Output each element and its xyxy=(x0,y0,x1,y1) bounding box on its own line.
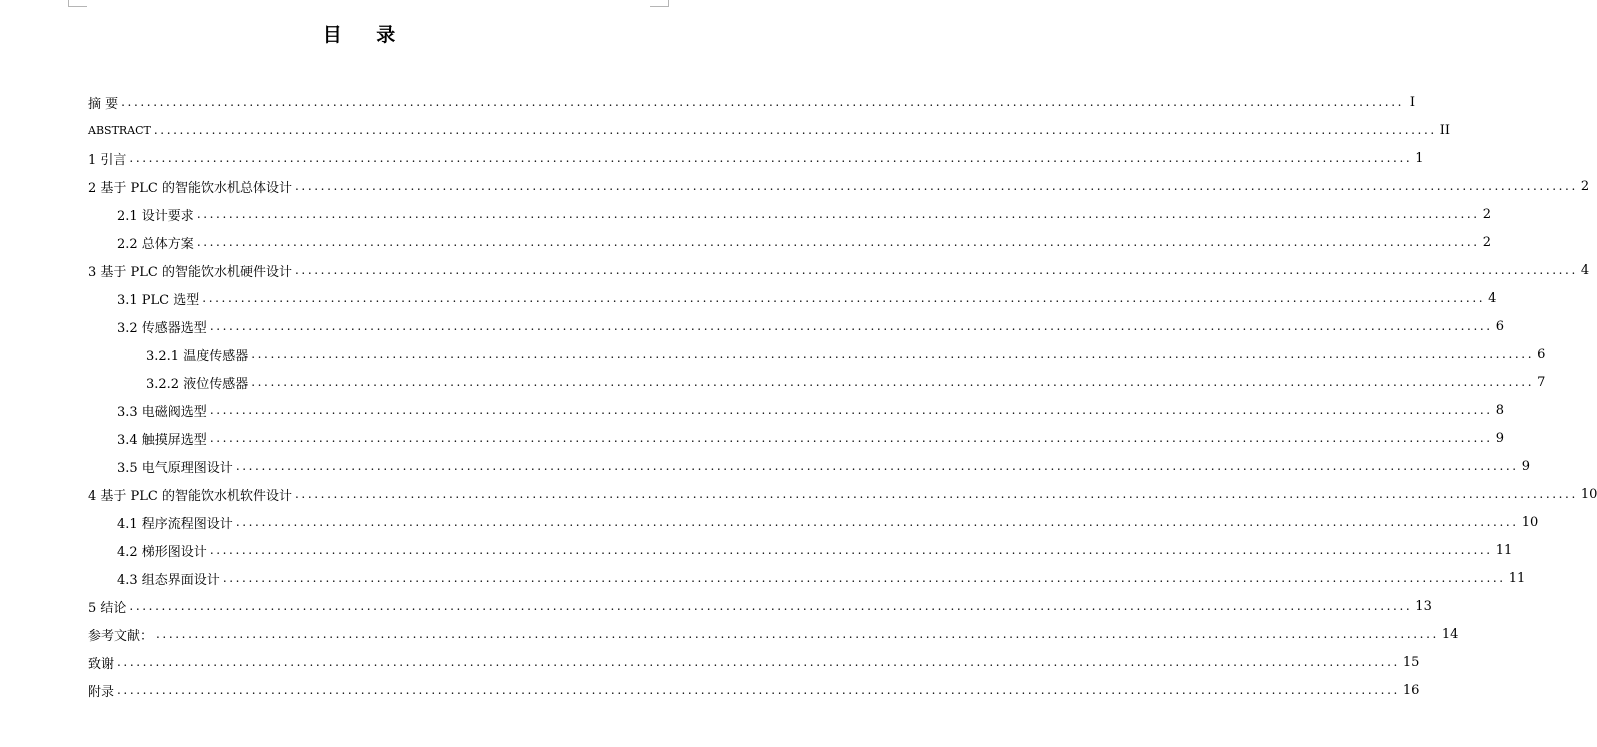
toc-entry[interactable] xyxy=(88,536,1513,564)
toc-leader-dots: ........................................................................................................................................................................................................ xyxy=(295,487,1578,501)
toc-leader-dots: ........................................................................................................................................................................................................ xyxy=(251,375,1535,389)
toc-entry-page: 15 xyxy=(1402,654,1420,670)
toc-entry[interactable] xyxy=(88,396,1504,424)
toc-entry-page: 6 xyxy=(1495,318,1504,334)
toc-leader-dots: ........................................................................................................................................................................................................ xyxy=(235,459,1519,473)
toc-entry-page: I xyxy=(1409,94,1416,110)
toc-entry-title: 附录 xyxy=(88,684,115,700)
toc-entry-title: 3.2.1 温度传感器 xyxy=(146,348,249,364)
toc-leader-dots: ........................................................................................................................................................................................................ xyxy=(196,207,1480,221)
toc-entry-title: 2 基于 PLC 的智能饮水机总体设计 xyxy=(88,180,292,196)
toc-entry-page: 10 xyxy=(1580,486,1597,502)
toc-entry[interactable] xyxy=(88,564,1526,592)
toc-leader-dots: ........................................................................................................................................................................................................ xyxy=(153,123,1437,137)
toc-entry-page: 10 xyxy=(1521,514,1539,530)
toc-entry-page: 4 xyxy=(1488,290,1497,306)
toc-entry-page: 7 xyxy=(1537,374,1546,390)
page-corner-mark-left xyxy=(68,0,87,7)
toc-leader-dots: ........................................................................................................................................................................................................ xyxy=(117,683,1400,697)
toc-entry[interactable] xyxy=(88,256,1590,284)
toc-entry[interactable] xyxy=(88,620,1459,648)
toc-entry-title: 3.5 电气原理图设计 xyxy=(117,460,233,476)
toc-leader-dots: ........................................................................................................................................................................................................ xyxy=(251,347,1535,361)
toc-entry-page: 9 xyxy=(1495,430,1504,446)
toc-entry-title: 4 基于 PLC 的智能饮水机软件设计 xyxy=(88,488,292,504)
toc-leader-dots: ........................................................................................................................................................................................................ xyxy=(202,291,1486,305)
page-corner-mark-right xyxy=(650,0,669,7)
toc-leader-dots: ........................................................................................................................................................................................................ xyxy=(121,95,1405,109)
toc-leader-dots: ........................................................................................................................................................................................................ xyxy=(117,655,1400,669)
toc-entry-page: 4 xyxy=(1580,262,1590,278)
toc-entry[interactable] xyxy=(88,172,1590,200)
toc-leader-dots: ........................................................................................................................................................................................................ xyxy=(156,627,1439,641)
toc-leader-dots: ........................................................................................................................................................................................................ xyxy=(129,151,1413,165)
toc-leader-dots: ........................................................................................................................................................................................................ xyxy=(129,599,1413,613)
toc-entry[interactable] xyxy=(88,508,1539,536)
toc-entry-title: 摘 要 xyxy=(88,96,119,112)
toc-entry-page: 2 xyxy=(1580,178,1590,194)
toc-leader-dots: ........................................................................................................................................................................................................ xyxy=(196,235,1480,249)
toc-entry[interactable] xyxy=(88,648,1420,676)
toc-leader-dots: ........................................................................................................................................................................................................ xyxy=(235,515,1519,529)
toc-entry[interactable] xyxy=(88,340,1546,368)
toc-entry-title: 3.2.2 液位传感器 xyxy=(146,376,249,392)
toc-entry-page: 6 xyxy=(1537,346,1546,362)
toc-entry-page: 8 xyxy=(1495,402,1504,418)
toc-entry-title: 3.1 PLC 选型 xyxy=(117,292,200,308)
toc-leader-dots: ........................................................................................................................................................................................................ xyxy=(295,263,1578,277)
toc-entry-page: 16 xyxy=(1402,682,1420,698)
toc-entry[interactable] xyxy=(88,480,1597,508)
toc-entry-page: II xyxy=(1439,122,1451,138)
toc-entry-title: 5 结论 xyxy=(88,600,127,616)
toc-entry[interactable] xyxy=(88,368,1546,396)
toc-entry-title: 3.3 电磁阀选型 xyxy=(117,404,207,420)
toc-entry-title: ABSTRACT xyxy=(88,123,151,137)
toc-leader-dots: ........................................................................................................................................................................................................ xyxy=(209,319,1493,333)
toc-entry[interactable] xyxy=(88,228,1491,256)
toc-leader-dots: ........................................................................................................................................................................................................ xyxy=(209,543,1493,557)
toc-entry[interactable] xyxy=(88,200,1491,228)
toc-entry-page: 11 xyxy=(1508,570,1526,586)
toc-entry[interactable] xyxy=(88,312,1504,340)
toc-entry-title: 2.2 总体方案 xyxy=(117,236,194,252)
toc-entry[interactable] xyxy=(88,144,1424,172)
toc-entry[interactable] xyxy=(88,116,1451,144)
toc-entry[interactable] xyxy=(88,676,1420,704)
toc-entry-title: 3.4 触摸屏选型 xyxy=(117,432,207,448)
toc-entry[interactable] xyxy=(88,452,1530,480)
toc-entry-page: 9 xyxy=(1521,458,1530,474)
toc-entry[interactable] xyxy=(88,88,1416,116)
toc-entry[interactable] xyxy=(88,592,1432,620)
toc-entry-page: 2 xyxy=(1482,234,1491,250)
toc-entry-title: 致谢 xyxy=(88,656,115,672)
table-of-contents xyxy=(88,88,1597,704)
toc-leader-dots: ........................................................................................................................................................................................................ xyxy=(209,403,1493,417)
toc-entry-title: 2.1 设计要求 xyxy=(117,208,194,224)
toc-entry-title: 3.2 传感器选型 xyxy=(117,320,207,336)
toc-entry-page: 2 xyxy=(1482,206,1491,222)
toc-entry-page: 13 xyxy=(1415,598,1432,614)
toc-entry-page: 14 xyxy=(1441,626,1459,642)
toc-leader-dots: ........................................................................................................................................................................................................ xyxy=(295,179,1578,193)
toc-entry-title: 4.2 梯形图设计 xyxy=(117,544,207,560)
toc-entry[interactable] xyxy=(88,424,1504,452)
toc-entry-page: 11 xyxy=(1495,542,1513,558)
toc-entry-title: 3 基于 PLC 的智能饮水机硬件设计 xyxy=(88,264,292,280)
toc-entry-title: 参考文献： xyxy=(88,628,154,644)
toc-entry-title: 4.3 组态界面设计 xyxy=(117,572,220,588)
toc-title: 目 录 xyxy=(322,24,410,46)
toc-entry[interactable] xyxy=(88,284,1497,312)
toc-leader-dots: ........................................................................................................................................................................................................ xyxy=(209,431,1493,445)
toc-entry-title: 1 引言 xyxy=(88,152,127,168)
toc-leader-dots: ........................................................................................................................................................................................................ xyxy=(222,571,1506,585)
toc-entry-page: 1 xyxy=(1415,150,1424,166)
toc-entry-title: 4.1 程序流程图设计 xyxy=(117,516,233,532)
